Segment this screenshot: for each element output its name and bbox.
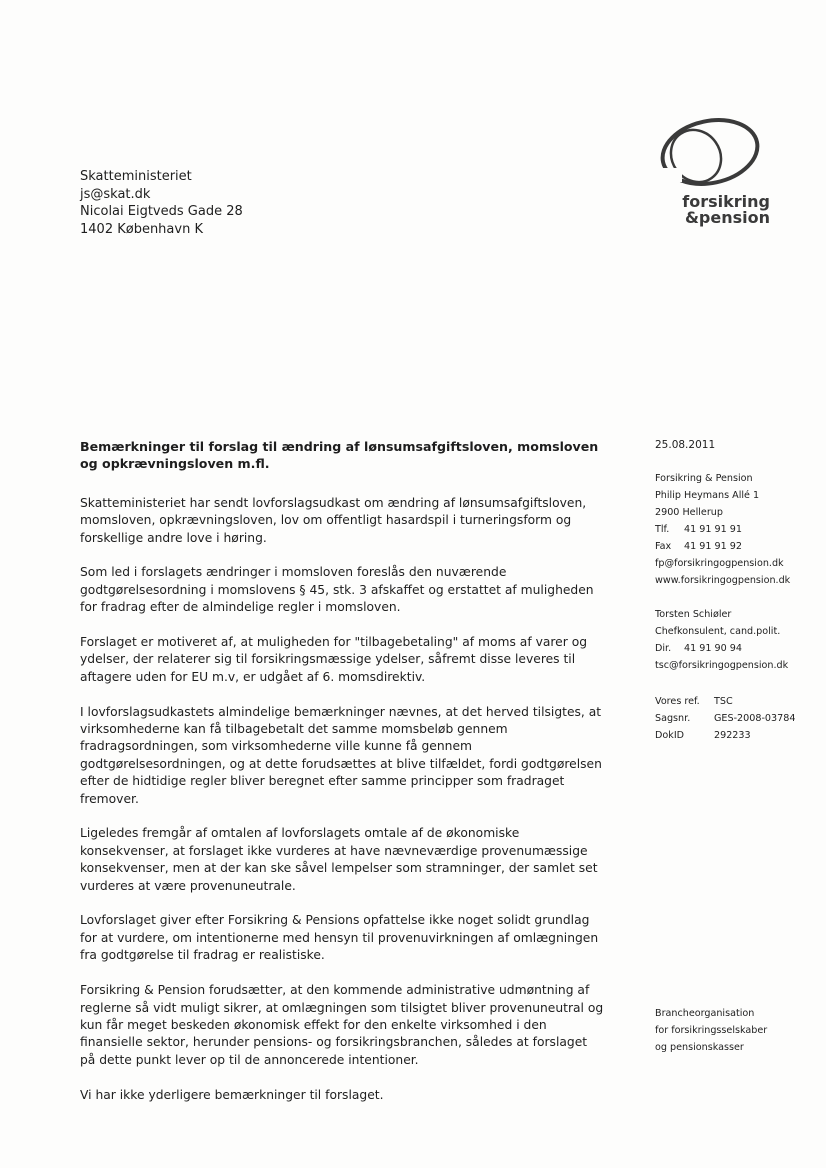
letter-subject: Bemærkninger til forslag til ændring af lønsumsafgiftsloven, momsloven og opkrævningsloven m.fl. <box>80 439 599 472</box>
paragraph: Ligeledes fremgår af omtalen af lovforslagets omtale af de økonomiske konsekvenser, at forslaget ikke vurderes at have nævneværdige provenumæssige konsekvenser, men at der kan ske såvel lempelser som stramninger, der samlet set vurderes at være provenuneutrale. <box>80 826 598 893</box>
recipient-street: Nicolai Eigtveds Gade 28 <box>80 204 243 219</box>
paragraph: Forslaget er motiveret af, at muligheden for "tilbagebetaling" af moms af varer og ydelser, der relaterer sig til forsikringsmæssige ydelser, såfremt disse leveres til aftagere uden for EU m.v, er udgået af 6. momsdirektiv. <box>80 635 588 684</box>
sender-contact <box>655 470 790 589</box>
recipient-address <box>80 168 243 238</box>
recipient-name: Skatteministeriet <box>80 169 192 184</box>
paragraph: Lovforslaget giver efter Forsikring & Pensions opfattelse ikke noget solidt grundlag for at vurdere, om intentionerne med hensyn til provenuvirkningen af omlægningen fra godtgørelse til fradrag er realistiske. <box>80 913 599 963</box>
paragraph: Skatteministeriet har sendt lovforslagsudkast om ændring af lønsumsafgiftsloven, momsloven, opkrævningsloven, lov om offentligt hasardspil i turneringsform og forskellige andre love i høring. <box>80 495 587 545</box>
paragraph: I lovforslagsudkastets almindelige bemærkninger nævnes, at det herved tilsigtes, at virksomhederne kan få tilbagebetalt det samme momsbeløb gennem fradragsordningen, som virksomhederne ville kunne få gennem godtgørelsesordningen, og at dette forudsættes at blive tilfældet, fordi godtgørelsen efter de hidtidige regler bliver beregnet efter samme principper som fradraget fremover. <box>80 704 602 806</box>
sender-fax: Fax 41 91 91 92 <box>655 541 742 552</box>
logo-text-line2: &pension <box>684 208 770 227</box>
contact-person <box>655 606 788 674</box>
letter-body <box>80 438 604 1121</box>
person-email: tsc@forsikringogpension.dk <box>655 660 789 671</box>
paragraph: Som led i forslagets ændringer i momsloven foreslås den nuværende godtgørelsesordning i momslovens § 45, stk. 3 afskaffet og erstattet af muligheden for fradrag efter de almindelige regler i momsloven. <box>80 565 594 615</box>
sender-email: fp@forsikringogpension.dk <box>655 558 784 569</box>
logo-swirl-icon <box>648 112 768 194</box>
person-name: Torsten Schiøler <box>655 609 732 620</box>
document-id: DokID 292233 <box>655 730 751 741</box>
sender-phone: Tlf. 41 91 91 91 <box>655 524 742 535</box>
recipient-city: 1402 København K <box>80 221 203 237</box>
person-direct-phone: Dir. 41 91 90 94 <box>655 643 742 654</box>
organisation-footer <box>655 1005 767 1056</box>
reference-block <box>655 693 795 744</box>
our-reference: Vores ref. TSC <box>655 696 733 707</box>
case-number: Sagsnr. GES-2008-03784 <box>655 713 796 724</box>
sender-web: www.forsikringogpension.dk <box>655 575 791 586</box>
person-title: Chefkonsulent, cand.polit. <box>655 626 781 637</box>
paragraph: Forsikring & Pension forudsætter, at den kommende administrative udmøntning af reglerne så vidt muligt sikrer, at omlægningen som tilsigtet bliver provenuneutral og kun får meget beskeden økonomisk effekt for den enkelte virksomhed i den finansielle sektor, herunder pensions- og forsikringsbranchen, således at forslaget på dette punkt lever op til de annoncerede intentioner. <box>80 983 604 1067</box>
paragraph: Vi har ikke yderligere bemærkninger til forslaget. <box>80 1087 384 1102</box>
sender-street: Philip Heymans Allé 1 <box>655 490 760 501</box>
recipient-email: js@skat.dk <box>80 186 151 202</box>
letter-date: 25.08.2011 <box>655 439 716 451</box>
sender-city: 2900 Hellerup <box>655 507 723 518</box>
footer-line: for forsikringsselskaber <box>655 1025 768 1036</box>
company-logo <box>640 112 770 232</box>
sender-org: Forsikring & Pension <box>655 473 753 484</box>
logo-text-line1: forsikring <box>682 192 770 211</box>
footer-line: Brancheorganisation <box>655 1008 755 1019</box>
footer-line: og pensionskasser <box>655 1042 744 1053</box>
